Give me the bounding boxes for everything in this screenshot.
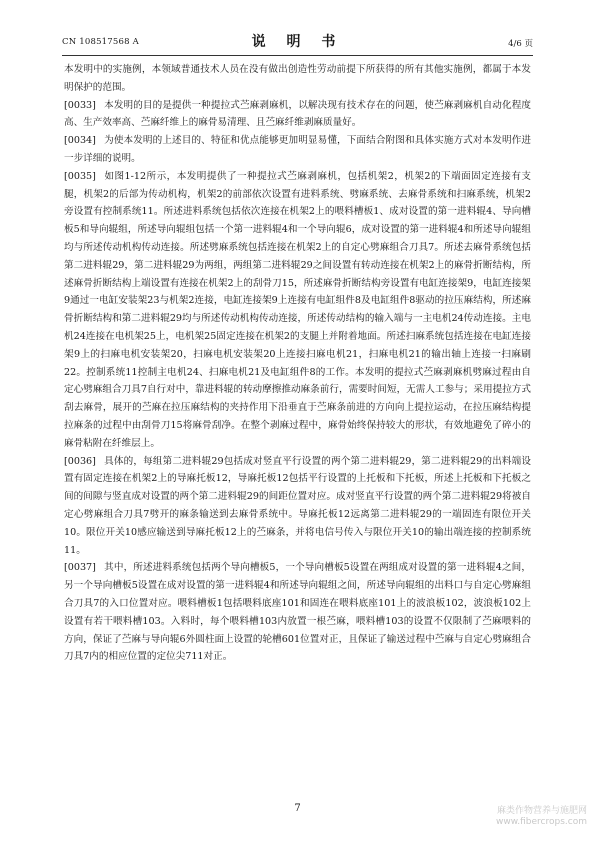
- watermark-url: www.fibercrops.com: [496, 817, 587, 827]
- paragraph-tag: [0033]: [64, 99, 96, 111]
- header-divider: [62, 55, 533, 56]
- patent-number: CN 108517568 A: [62, 37, 139, 47]
- paragraph-tag: [0034]: [64, 135, 96, 147]
- page-number: 7: [294, 803, 301, 814]
- watermark-site-name: 麻类作物营养与施肥网: [496, 806, 587, 816]
- document-body: [64, 61, 531, 666]
- page-header: [62, 31, 533, 53]
- paragraph-tag: [0037]: [64, 562, 96, 574]
- paragraph-0033: [0033] 本发明的目的是提供一种提拉式苎麻剥麻机，以解决现有技术存在的问题，使苎麻剥麻机自动化程度高、生产效率高、苎麻纤维上的麻骨易清理、且苎麻纤维剥麻质量好。: [64, 97, 531, 133]
- paragraph-tag: [0035]: [64, 170, 96, 182]
- document-title: 说 明 书: [251, 34, 344, 50]
- paragraph-continuation: 本发明中的实施例，本领域普通技术人员在没有做出创造性劳动前提下所获得的所有其他实施例，都属于本发明保护的范围。: [64, 64, 531, 93]
- paragraph-0036: [0036] 具体的，每组第二进料辊29包括成对竖直平行设置的两个第二进料辊29，第二进料辊29的出料端设置有固定连接在机架2上的导麻托板12，导麻托板12包括平行设置的上托板和下托板，所述上托板和下托板之间的间隙与竖直成对设置的两个第二进料辊29的间距位置对应。成对竖直平行设置的两个第二进料辊29将被自定心劈麻组合刀具7劈开的麻条输送到去麻骨系统中。导麻托板12远离第二进料辊29的一端固连有限位开关10。限位开关10感应输送到导麻托板12上的苎麻条，并将电信号传入与限位开关10的输出端连接的控制系统11。: [64, 453, 531, 560]
- watermark: [496, 806, 587, 828]
- paragraph-0037: [0037] 其中，所述进料系统包括两个导向槽板5，一个导向槽板5设置在两组成对设置的第一进料辊4之间，另一个导向槽板5设置在成对设置的第一进料辊4和所述导向辊组之间，所述导向辊组的出料口与自定心劈麻组合刀具7的入口位置对应。喂料槽板1包括喂料底座101和固连在喂料底座101上的波浪板102，波浪板102上设置有若干喂料槽103。入料时，每个喂料槽103内放置一根苎麻，喂料槽103的设置不仅限制了苎麻喂料的方向，保证了苎麻与导向辊6外圆柱面上设置的轮槽601位置对正，且保证了输送过程中苎麻与自定心劈麻组合刀具7内的相应位置的定位尖711对正。: [64, 559, 531, 666]
- paragraph-0035: [0035] 如图1-12所示，本发明提供了一种提拉式苎麻剥麻机，包括机架2，机架2的下端面固定连接有支腿，机架2的后部为传动机构，机架2的前部依次设置有进料系统、劈麻系统、去麻骨系统和扫麻系统，机架2旁设置有控制系统11。所述进料系统包括依次连接在机架2上的喂料槽板1、成对设置的第一进料辊4、导向槽板5和导向辊组，所述导向辊组包括一个第一进料辊4和一个导向辊6，成对设置的第一进料辊4和所述导向辊组均与所述传动机构传动连接。所述劈麻系统包括连接在机架2上的自定心劈麻组合刀具7。所述去麻骨系统包括第二进料辊29，第二进料辊29为两组，两组第二进料辊29之间设置有转动连接在机架2上的麻骨折断结构，所述麻骨折断结构上端设置有连接在机架2上的刮骨刀15，所述麻骨折断结构旁设置有电缸连接架9，电缸连接架9通过一电缸安装架23与机架2连接，电缸连接架9上连接有电缸组件8及电缸组件8驱动的拉压麻结构，所述麻骨折断结构和第二进料辊29均与所述传动机构传动连接，所述传动结构的输入端与一主电机24传动连接。主电机24连接在电机架25上，电机架25固定连接在机架2的支腿上并附着地面。所述扫麻系统包括连接在电缸连接架9上的扫麻电机安装架20，扫麻电机安装架20上连接扫麻电机21，扫麻电机21的输出轴上连接一扫麻刷22。控制系统11控制主电机24、扫麻电机21及电缸组件8的工作。本发明的提拉式苎麻剥麻机劈麻过程由自定心劈麻组合刀具7自行对中，靠进料辊的转动摩擦推动麻条前行，需要时间短，无需人工参与；采用提拉方式刮去麻骨，展开的苎麻在拉压麻结构的夹持作用下沿垂直于苎麻条前进的方向向上提拉运动，在拉压麻结构提拉麻条的过程中由刮骨刀15将麻骨刮净。在整个剥麻过程中，麻骨始终保持较大的形状，有效地避免了碎小的麻骨粘附在纤维层上。: [64, 168, 531, 453]
- paragraph-0034: [0034] 为使本发明的上述目的、特征和优点能够更加明显易懂，下面结合附图和具体实施方式对本发明作进一步详细的说明。: [64, 132, 531, 168]
- page-indicator: 4/6 页: [508, 39, 533, 49]
- paragraph-tag: [0036]: [64, 455, 96, 467]
